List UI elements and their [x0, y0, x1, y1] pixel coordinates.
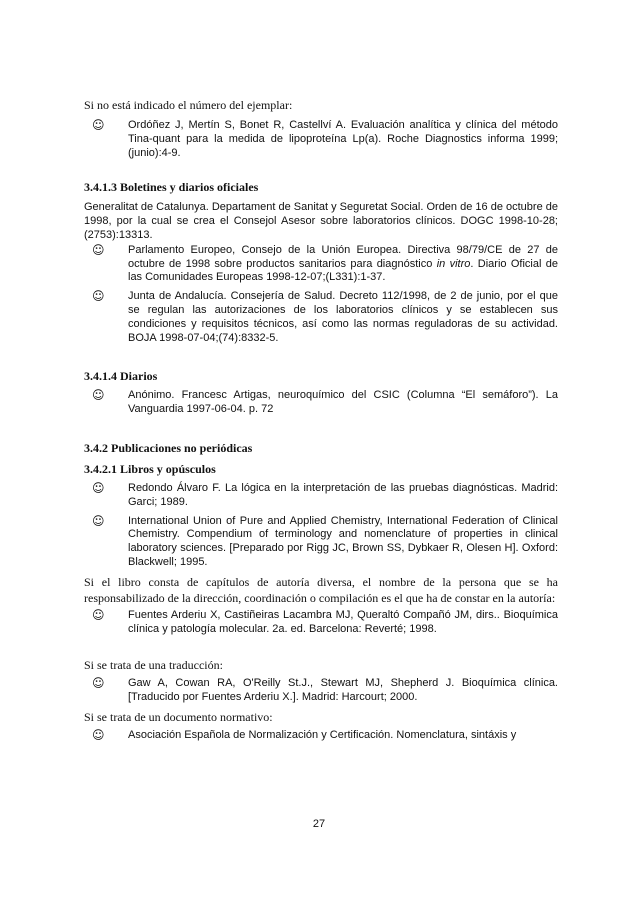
smiley-bullet-icon: ☺ [92, 480, 105, 495]
section-heading: 3.4.1.3 Boletines y diarios oficiales [84, 180, 259, 195]
section-heading: 3.4.1.4 Diarios [84, 369, 158, 384]
reference-paragraph: Generalitat de Catalunya. Departament de Sanitat y Seguretat Social. Orden de 16 de octubre de 1998, por la cual se crea el Consejol Asesor sobre laboratorios clínicos. DOGC 1998-10-28; (2753):13313. [84, 201, 558, 241]
intro-normativo: Si se trata de un documento normativo: [84, 709, 273, 724]
list-item [84, 609, 558, 637]
smiley-bullet-icon: ☺ [92, 676, 105, 691]
section-heading: 3.4.2 Publicaciones no periódicas [84, 440, 253, 455]
reference-text: Ordóñez J, Mertín S, Bonet R, Castellví A. Evaluación analítica y clínica del método Tina-quant para la medida de lipoproteína Lp(a). Roche Diagnostics informa 1999;(junio):4-9. [128, 119, 558, 159]
reference-text: Parlamento Europeo, Consejo de la Unión Europea. Directiva 98/79/CE de 27 de octubre de 1998 sobre productos sanitarios para diagnóstico in vitro. Diario Oficial de las Comunidades Europeas 1998-12-07;(L331):1-37. [128, 243, 558, 284]
list-item [84, 389, 558, 417]
smiley-bullet-icon: ☺ [92, 289, 105, 304]
intro-ejemplar: Si no está indicado el número del ejemplar: [84, 98, 293, 112]
smiley-bullet-icon: ☺ [92, 118, 105, 132]
smiley-bullet-icon: ☺ [92, 242, 105, 257]
reference-text: International Union of Pure and Applied Chemistry, International Federation of Clinical Chemistry. Compendium of terminology and nomenclature of properties in clinical laboratory sciences. [Preparado por Rigg JC, Brown SS, Dybkaer R, Olesen H]. Oxford: Blackwell; 1995. [128, 514, 558, 568]
smiley-bullet-icon: ☺ [92, 513, 105, 528]
explanatory-paragraph: Si el libro consta de capítulos de autoría diversa, el nombre de la persona que se ha responsabilizado de la dirección, coordinación o compilación es el que ha de constar en la autoría: [84, 574, 558, 606]
reference-text: Anónimo. Francesc Artigas, neuroquímico del CSIC (Columna “El semáforo”). La Vanguardia 1997-06-04. p. 72 [128, 389, 558, 416]
smiley-bullet-icon: ☺ [92, 607, 105, 622]
list-item [84, 482, 558, 510]
subsection-heading: 3.4.2.1 Libros y opúsculos [84, 461, 216, 476]
document-page [84, 98, 558, 743]
list-item [84, 729, 558, 743]
reference-text: Gaw A, Cowan RA, O'Reilly St.J., Stewart MJ, Shepherd J. Bioquímica clínica. [Traducido por Fuentes Arderiu X.]. Madrid: Harcourt; 2000. [128, 677, 558, 704]
page-number: 27 [312, 818, 326, 830]
list-item [84, 244, 558, 285]
smiley-bullet-icon: ☺ [92, 727, 105, 742]
reference-text: Redondo Álvaro F. La lógica en la interpretación de las pruebas diagnósticas. Madrid: Garci; 1989. [128, 481, 558, 508]
list-item [84, 515, 558, 570]
list-item [84, 290, 558, 345]
reference-text: Junta de Andalucía. Consejería de Salud. Decreto 112/1998, de 2 de junio, por el que se regulan las autorizaciones de los laboratorios clínicos y se establecen sus condiciones y requisitos técnicos, así como las normas reguladoras de su actividad. BOJA 1998-07-04;(74):8332-5. [128, 290, 558, 344]
intro-traduccion: Si se trata de una traducción: [84, 658, 223, 673]
smiley-bullet-icon: ☺ [92, 388, 105, 403]
reference-text: Fuentes Arderiu X, Castiñeiras Lacambra MJ, Queraltó Compañó JM, dirs.. Bioquímica clínica y patología molecular. 2a. ed. Barcelona: Reverté; 1998. [128, 608, 558, 635]
reference-text: Asociación Española de Normalización y Certificación. Nomenclatura, sintáxis y [128, 728, 517, 741]
list-item [84, 677, 558, 705]
list-item [84, 119, 558, 160]
